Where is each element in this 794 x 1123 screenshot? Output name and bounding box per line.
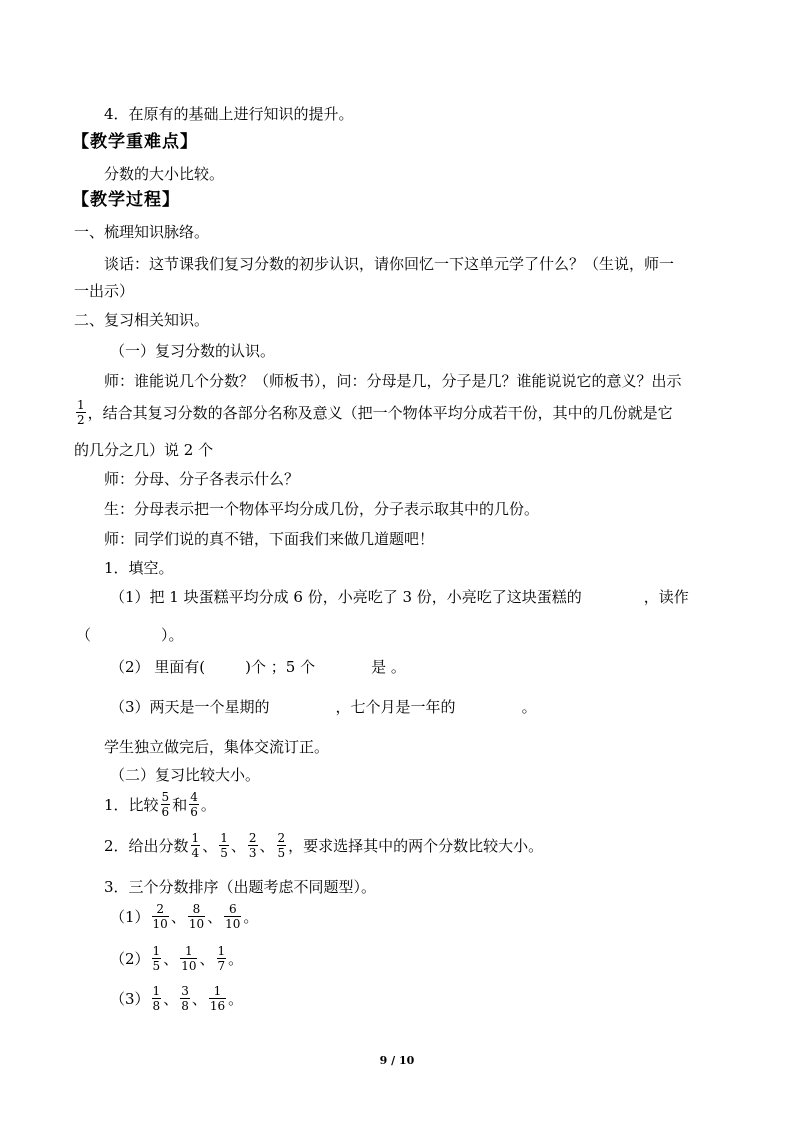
text-line: 一、梳理知识脉络。 (74, 223, 210, 241)
text-span: （ (76, 626, 92, 644)
text-line: （一）复习分数的认识。 (110, 342, 276, 360)
text-line: 分数的大小比较。 (104, 165, 225, 183)
text-line (110, 693, 537, 721)
text-span: )个 ；5 个 (245, 658, 316, 676)
text-span: ，结合其复习分数的各部分名称及意义（把一个物体平均分成若干份，其中的几份就是它 (87, 404, 673, 422)
text-span: （1） (110, 908, 150, 926)
text-line: （2） $\frac{1}{5}$ 、 $\frac{1}{10}$ 、 $\frac{1}{7}$ 。 (110, 943, 244, 973)
text-span: （2） (110, 950, 150, 968)
fraction: $\frac{1}{16}$ (209, 983, 226, 1013)
text-line: 师：同学们说的真不错，下面我们来做几道题吧！ (104, 530, 435, 548)
text-span: （1）把 1 块蛋糕平均分成 6 份，小亮吃了 3 份，小亮吃了这块蛋糕的 (110, 588, 582, 606)
text-line: 3．三个分数排序（出题考虑不同题型）。 (104, 878, 377, 896)
text-span: 。 (200, 796, 216, 814)
text-line: 师：分母、分子各表示什么？ (104, 470, 300, 488)
fraction: $\frac{6}{10}$ (225, 901, 241, 931)
fraction: $\frac{1}{4}$ (191, 830, 200, 860)
text-line: 生：分母表示把一个物体平均分成几份，分子表示取其中的几份。 (104, 500, 540, 518)
text-span: ，七个月是一年的 (335, 698, 456, 716)
fraction: $\frac{1}{2}$ (77, 397, 85, 427)
fraction: $\frac{4}{6}$ (190, 789, 198, 819)
fraction: $\frac{1}{10}$ (181, 943, 197, 973)
text-span: ，要求选择其中的两个分数比较大小。 (288, 837, 544, 855)
text-span: 是 。 (371, 658, 406, 676)
text-line (104, 788, 216, 822)
text-line: 二、复习相关知识。 (74, 311, 210, 329)
fraction: $\frac{1}{5}$ (220, 830, 228, 860)
text-line: 1．填空。 (104, 559, 174, 577)
text-line: 一出示） (74, 282, 135, 300)
text-line (76, 621, 184, 649)
section-heading: 【教学过程】 (72, 190, 180, 210)
text-span: 和 (172, 796, 188, 814)
text-line: 4．在原有的基础上进行知识的提升。 (104, 105, 354, 123)
fraction: $\frac{3}{8}$ (181, 983, 189, 1013)
fraction: $\frac{2}{10}$ (152, 901, 168, 931)
text-line (110, 583, 689, 611)
text-span: （3） (110, 990, 150, 1008)
fraction: $\frac{2}{3}$ (248, 830, 257, 860)
text-span: 1．比较 (104, 796, 159, 814)
fraction: $\frac{1}{7}$ (217, 943, 226, 973)
text-line (110, 653, 406, 681)
section-heading: 【教学重难点】 (72, 132, 198, 152)
fraction: $\frac{1}{5}$ (152, 943, 161, 973)
fraction: $\frac{2}{5}$ (277, 830, 286, 860)
text-line (74, 396, 673, 430)
text-span: ）。 (161, 626, 184, 644)
text-span: 2．给出分数 (104, 837, 189, 855)
text-line: 的几分之几）说 2 个 (74, 441, 214, 459)
text-span: （2） 里面有( (110, 658, 206, 676)
text-line: （3） $\frac{1}{8}$ 、 $\frac{3}{8}$ 、 $\frac{1}{16}$ 。 (110, 983, 244, 1013)
text-span: ，读作 (643, 588, 689, 606)
fraction: $\frac{5}{6}$ (161, 789, 170, 819)
text-line: 学生独立做完后，集体交流订正。 (104, 738, 330, 756)
text-span: （3）两天是一个星期的 (110, 698, 270, 716)
text-line: （二）复习比较大小。 (110, 766, 261, 784)
fraction: $\frac{8}{10}$ (188, 901, 205, 931)
text-line: （1） $\frac{2}{10}$ 、 $\frac{8}{10}$ 、 $\frac{6}{10}$ 。 (110, 901, 259, 931)
fraction: $\frac{1}{8}$ (152, 983, 161, 1013)
page-number: 9 / 10 (379, 1054, 415, 1067)
text-span: 。 (521, 698, 537, 716)
text-line: 2．给出分数 $\frac{1}{4}$ 、 $\frac{1}{5}$ 、 $\frac{2}{3}$ 、 $\frac{2}{5}$ ，要求选择其中的两个分数比较大小。 (104, 830, 544, 860)
text-line: 谈话：这节课我们复习分数的初步认识，请你回忆一下这单元学了什么？（生说，师一 (104, 255, 675, 273)
text-line: 师：谁能说几个分数？（师板书），问：分母是几，分子是几？谁能说说它的意义？出示 (104, 372, 682, 390)
